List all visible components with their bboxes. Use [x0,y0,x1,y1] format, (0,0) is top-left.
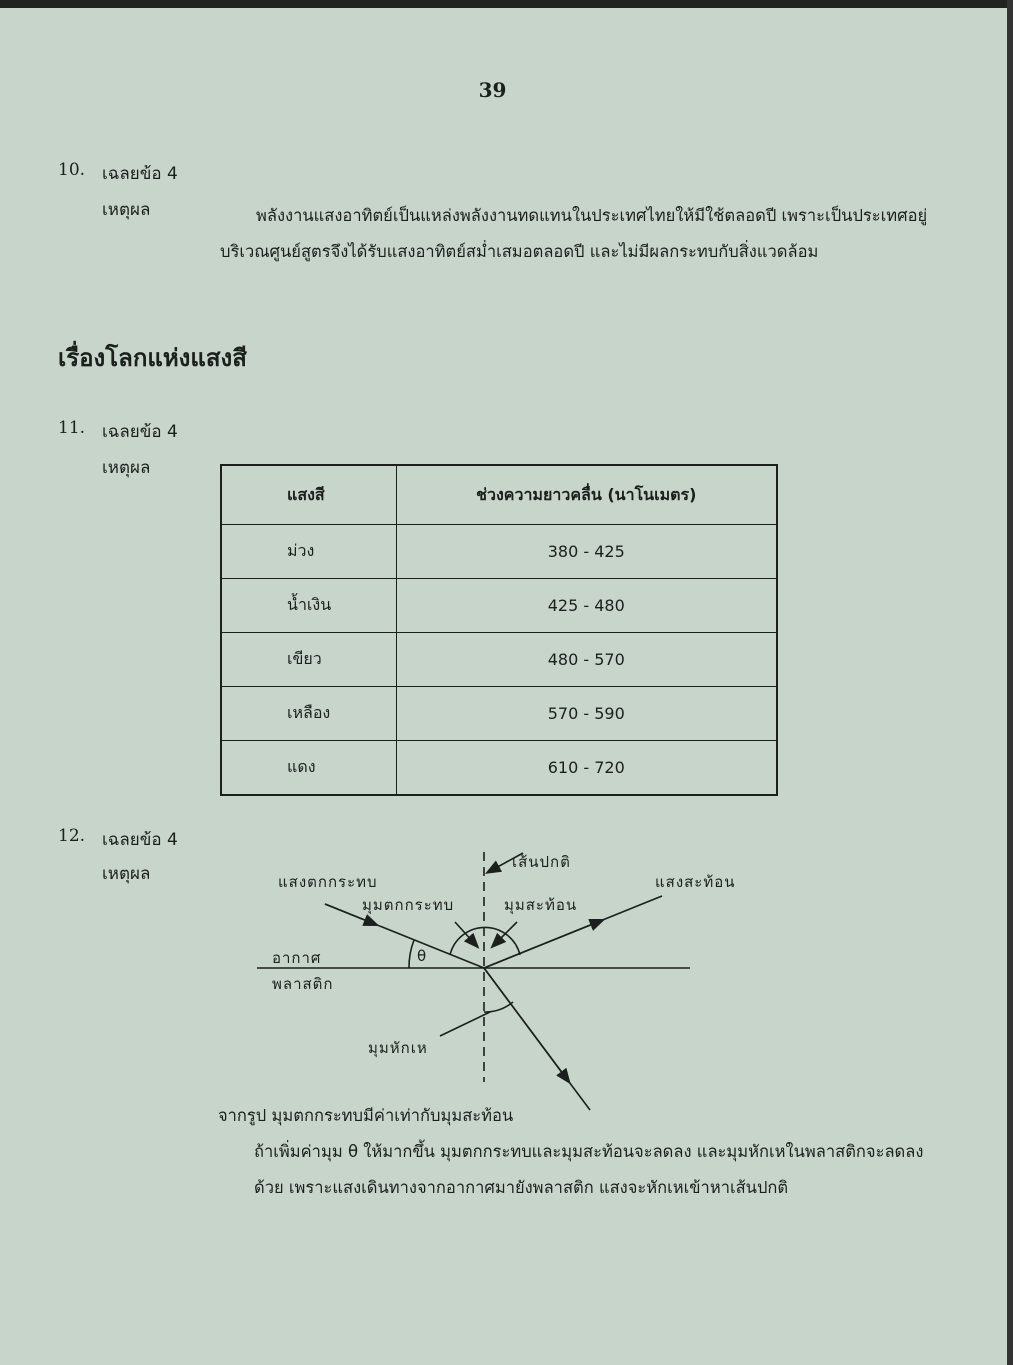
label-incident-ray: แสงตกกระทบ [278,873,378,891]
label-reflected-angle: มุมสะท้อน [504,896,578,914]
reflected-angle-pointer [496,922,517,943]
label-refraction-angle: มุมหักเห [368,1039,428,1057]
explanation-line-1: จากรูป มุมตกกระทบมีค่าเท่ากับมุมสะท้อน [218,1106,514,1125]
refracted-arrow [484,968,566,1078]
section-title: เรื่องโลกแห่งแสงสี [58,344,247,372]
q10-number: 10. [58,160,86,180]
label-normal: เส้นปกติ [512,853,571,871]
header-wavelength: ช่วงความยาวคลื่น (นาโนเมตร) [396,465,777,525]
cell-range: 570 - 590 [396,687,777,741]
page-number: 39 [478,78,507,102]
q11-answer: เฉลยข้อ 4 [102,422,178,442]
header-color: แสงสี [221,465,396,525]
cell-color: เขียว [221,633,396,687]
cell-range: 480 - 570 [396,633,777,687]
cell-color: น้ำเงิน [221,579,396,633]
label-air: อากาศ [272,949,322,967]
q10-answer: เฉลยข้อ 4 [102,164,178,184]
q11-number: 11. [58,418,86,438]
refraction-arc [484,1002,513,1012]
q10-reason-label: เหตุผล [102,200,151,220]
explanation-line-2: ถ้าเพิ่มค่ามุม θ ให้มากขึ้น มุมตกกระทบและมุมสะท้อนจะลดลง และมุมหักเหในพลาสติกจะลดลงด้วย เพราะแสงเดินทางจากอากาศมายังพลาสติก แสงจะหักเหเข้าหาเส้นปกติ [254,1142,924,1197]
q12-number: 12. [58,826,86,846]
q11-reason-label: เหตุผล [102,458,151,478]
refraction-angle-pointer [440,1012,490,1036]
q12-explanation [218,1098,938,1206]
cell-range: 610 - 720 [396,741,777,796]
q10-reason-text: พลังงานแสงอาทิตย์เป็นแหล่งพลังงานทดแทนในประเทศไทยให้มีใช้ตลอดปี เพราะเป็นประเทศอยู่บริเวณศูนย์สูตรจึงได้รับแสงอาทิตย์สม่ำเสมอตลอดปี และไม่มีผลกระทบกับสิ่งแวดล้อม [220,206,928,261]
cell-color: แดง [221,741,396,796]
cell-color: ม่วง [221,525,396,579]
label-incident-angle: มุมตกกระทบ [362,896,455,914]
reflected-arrow [484,922,598,968]
q12-answer: เฉลยข้อ 4 [102,830,178,850]
label-plastic: พลาสติก [272,975,334,993]
cell-range: 380 - 425 [396,525,777,579]
cell-range: 425 - 480 [396,579,777,633]
label-theta: θ [417,947,428,965]
label-reflected-ray: แสงสะท้อน [655,873,736,891]
cell-color: เหลือง [221,687,396,741]
incidence-reflection-arc [450,927,520,955]
theta-arc [409,940,414,968]
q12-reason-label: เหตุผล [102,864,151,884]
